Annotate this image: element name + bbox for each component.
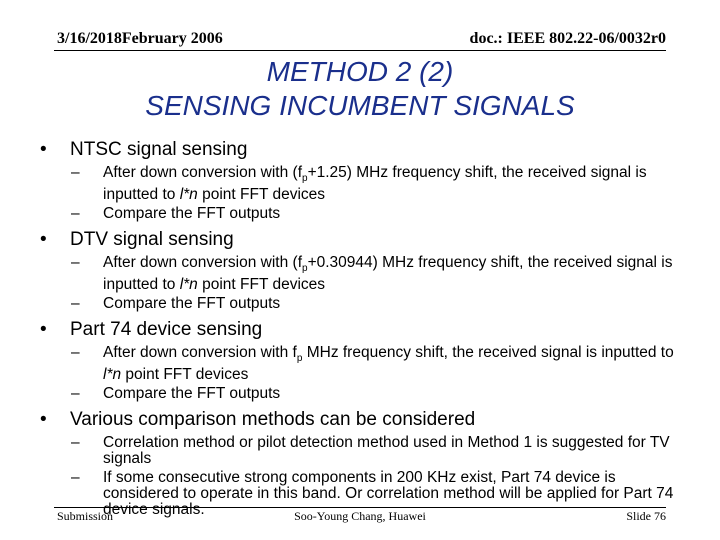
slide-title-line2: SENSING INCUMBENT SIGNALS [145, 90, 575, 121]
slide-content [30, 138, 690, 524]
header-doc-id: doc.: IEEE 802.22-06/0032r0 [469, 30, 666, 47]
footer-author: Soo-Young Chang, Huawei [294, 509, 426, 523]
bullet-text: NTSC signal sensing [70, 139, 248, 160]
sub-bullet-item [30, 345, 690, 383]
bullet-item [30, 408, 690, 432]
subscript: p [302, 263, 308, 275]
sub-text: Compare the FFT outputs [103, 295, 281, 313]
sub-text: +0.30944) MHz frequency shift, the received signal is inputted to [103, 254, 673, 294]
sub-text: After down conversion with f [103, 344, 297, 362]
bullet-group [30, 408, 690, 518]
bullet-group [30, 138, 690, 222]
sub-text-italic: l*n [103, 366, 122, 384]
dash-icon: – [71, 434, 80, 452]
bullet-text: Various comparison methods can be considered [70, 409, 476, 431]
sub-text: +1.25) MHz frequency shift, the received signal is inputted to [103, 164, 647, 204]
sub-text-italic: l*n [179, 186, 198, 204]
dash-icon: – [71, 344, 80, 362]
sub-bullet-item [30, 435, 690, 467]
dash-icon: – [71, 469, 80, 487]
sub-text: After down conversion with (f [103, 254, 303, 272]
sub-text: point FFT devices [197, 186, 326, 204]
bullet-dot-icon: • [40, 319, 47, 341]
bullet-item [30, 318, 690, 342]
sub-bullet-item [30, 296, 690, 312]
sub-text: point FFT devices [121, 366, 249, 384]
sub-bullet-item [30, 386, 690, 402]
sub-text: Compare the FFT outputs [103, 385, 281, 403]
bullet-dot-icon: • [40, 409, 47, 431]
sub-text: Compare the FFT outputs [103, 205, 281, 223]
sub-bullet-item [30, 165, 690, 203]
sub-text: If some consecutive strong components in 200 KHz exist, Part 74 device is considered to operate in this band. Or correlation method will be applied for Part 74 device signals. [103, 469, 674, 519]
header-date: 3/16/2018February 2006 [57, 30, 223, 47]
dash-icon: – [71, 295, 80, 313]
sub-bullet-item [30, 206, 690, 222]
footer-submission: Submission [57, 509, 114, 523]
dash-icon: – [71, 385, 80, 403]
dash-icon: – [71, 205, 80, 223]
sub-text: Correlation method or pilot detection method used in Method 1 is suggested for TV signals [103, 434, 670, 468]
bullet-group [30, 318, 690, 402]
bullet-group [30, 228, 690, 312]
dash-icon: – [71, 254, 80, 272]
bullet-dot-icon: • [40, 229, 47, 251]
slide-title-line1: METHOD 2 (2) [266, 56, 454, 87]
bullet-text: DTV signal sensing [70, 229, 234, 251]
sub-text: MHz frequency shift, the received signal is inputted to [302, 344, 674, 362]
subscript: p [296, 353, 303, 365]
sub-bullet-item [30, 255, 690, 293]
sub-text: After down conversion with (f [103, 164, 303, 181]
bullet-dot-icon: • [40, 139, 47, 160]
dash-icon: – [71, 164, 80, 181]
bullet-item [30, 228, 690, 252]
subscript: p [302, 173, 308, 185]
header-divider [54, 50, 666, 51]
sub-text: point FFT devices [197, 276, 326, 294]
footer-divider [54, 507, 666, 508]
bullet-text: Part 74 device sensing [70, 319, 263, 341]
bullet-item [30, 138, 690, 162]
sub-text-italic: l*n [179, 276, 198, 294]
footer-slide-number: Slide 76 [626, 509, 666, 523]
